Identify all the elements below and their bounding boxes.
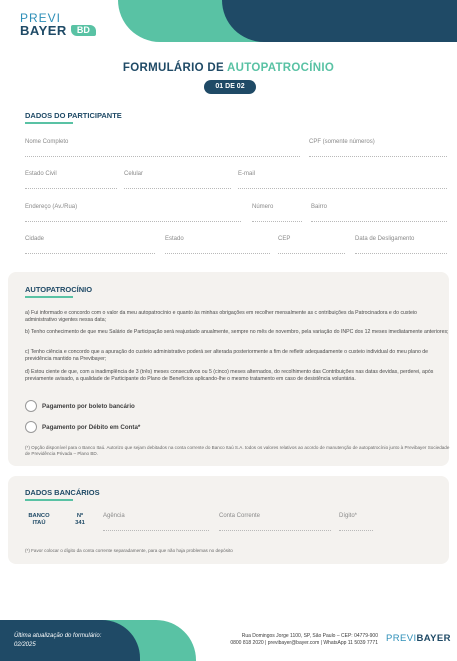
clause-d: d) Estou ciente de que, com a inadimplência de 3 (três) meses consecutivos ou 5 (cinco) meses alternados, do recolhimento das Contribuições nas datas devidas, perderei, após previamente avisado, a qualidade de Participante do Plano de Benefícios aplicando-lhe o mesmo tratamento em caso de desistência voluntária. <box>25 369 434 382</box>
form-title-main: FORMULÁRIO DE <box>122 62 224 74</box>
logo-bayer-text: BAYER <box>20 23 67 38</box>
last-update-label: Última atualização do formulário: <box>14 633 102 639</box>
estado-label: Estado <box>165 236 184 242</box>
celular-label: Celular <box>124 171 144 177</box>
option-debito-label: Pagamento por Débito em Conta* <box>42 423 141 431</box>
email-field[interactable] <box>238 171 447 189</box>
nome-completo-label: Nome Completo <box>25 139 69 145</box>
radio-debito[interactable] <box>25 421 37 433</box>
numero-label: Número <box>252 204 274 210</box>
cep-label: CEP <box>278 236 291 242</box>
data-desligamento-field[interactable] <box>355 236 447 254</box>
email-label: E-mail <box>238 171 256 177</box>
banco-label <box>26 513 52 527</box>
conta-corrente-field[interactable] <box>219 513 331 531</box>
form-title <box>0 62 457 74</box>
digito-label: Dígito* <box>339 513 358 519</box>
footer-address: Rua Domingos Jorge 1100, SP, São Paulo – CEP: 04779-900 <box>241 633 378 639</box>
participante-heading: DADOS DO PARTICIPANTE <box>25 111 122 120</box>
header-navy-band <box>222 0 457 42</box>
bairro-field[interactable] <box>311 204 447 222</box>
clause-b: b) Tenho conhecimento de que meu Salário de Participação será reajustado anualmente, sempre no mês de novembro, pela variação do INPC dos 12 meses imediatamente anteriores; <box>25 329 449 335</box>
cep-field[interactable] <box>278 236 345 254</box>
bairro-label: Bairro <box>311 204 328 210</box>
participante-heading-underline <box>25 122 73 124</box>
autopatrocinio-heading: AUTOPATROCÍNIO <box>25 285 93 294</box>
cidade-label: Cidade <box>25 236 45 242</box>
banco-label-text: BANCO <box>28 513 50 519</box>
endereco-field[interactable] <box>25 204 241 222</box>
footer-address-block <box>200 633 378 647</box>
previbayer-bd-logo <box>20 12 96 37</box>
cpf-field[interactable] <box>309 139 447 157</box>
celular-field[interactable] <box>124 171 231 189</box>
nome-completo-field[interactable] <box>25 139 300 157</box>
logo-bd-badge: BD <box>71 25 96 36</box>
option-debito[interactable] <box>25 421 140 433</box>
footer-contact: 0800 818 2020 | previbayer@bayer.com | WhatsApp 11 5039 7771 <box>230 640 378 646</box>
option-boleto-label: Pagamento por boleto bancário <box>42 402 135 410</box>
cpf-label: CPF (somente números) <box>309 139 375 145</box>
estado-field[interactable] <box>165 236 270 254</box>
digito-field[interactable] <box>339 513 373 531</box>
option-boleto[interactable] <box>25 400 135 412</box>
agencia-field[interactable] <box>103 513 209 531</box>
endereco-label: Endereço (Av./Rua) <box>25 204 78 210</box>
data-desligamento-label: Data de Desligamento <box>355 236 415 242</box>
clause-c: c) Tenho ciência e concordo que a apuração do custeio administrativo poderá ser alterada posteriormente a fim de refletir adequadamente o custeio individual do meu plano de previdência mantido na Previbayer; <box>25 349 429 362</box>
cidade-field[interactable] <box>25 236 155 254</box>
last-update-date: 02/2025 <box>14 642 36 648</box>
numero-field[interactable] <box>252 204 302 222</box>
autopatrocinio-heading-underline <box>25 296 73 298</box>
footer-logo-bayer: BAYER <box>416 633 451 644</box>
banco-value: ITAÚ <box>32 520 46 526</box>
form-title-accent: AUTOPATROCÍNIO <box>227 62 335 74</box>
bancarios-heading-underline <box>25 499 73 501</box>
estado-civil-label: Estado Civil <box>25 171 57 177</box>
page-indicator-pill: 01 DE 02 <box>204 80 256 94</box>
numero-banco-label <box>70 513 90 527</box>
last-update <box>14 632 101 650</box>
digito-footnote: (*) Favor colocar o dígito da conta corrente separadamente, para que não haja problemas no depósito <box>25 548 233 553</box>
agencia-label: Agência <box>103 513 125 519</box>
numero-banco-value: 341 <box>75 520 85 526</box>
debito-footnote: (*) Opção disponível para o Banco Itaú. Autorizo que sejam debitados na conta corrente do Banco Itaú S.A. todos os valores relativos ao acordo de manutenção de autopatrocínio junto à Previbayer Sociedade de Previdência Privada – Plano BD. <box>25 445 450 456</box>
footer-previbayer-logo <box>386 633 451 644</box>
bancarios-heading: DADOS BANCÁRIOS <box>25 488 100 497</box>
clause-a: a) Fui informado e concordo com o valor da meu autopatrocínio e quanto às minhas obrigações em recolher mensalmente as c ontribuições da Patrocinadora e do custeio administrativo vigentes nessa data; <box>25 310 417 323</box>
conta-corrente-label: Conta Corrente <box>219 513 261 519</box>
footer-logo-previ: PREVI <box>386 633 417 644</box>
logo-previ-text: PREVI <box>20 11 62 25</box>
numero-banco-label-text: Nº <box>76 513 84 519</box>
estado-civil-field[interactable] <box>25 171 117 189</box>
radio-boleto[interactable] <box>25 400 37 412</box>
